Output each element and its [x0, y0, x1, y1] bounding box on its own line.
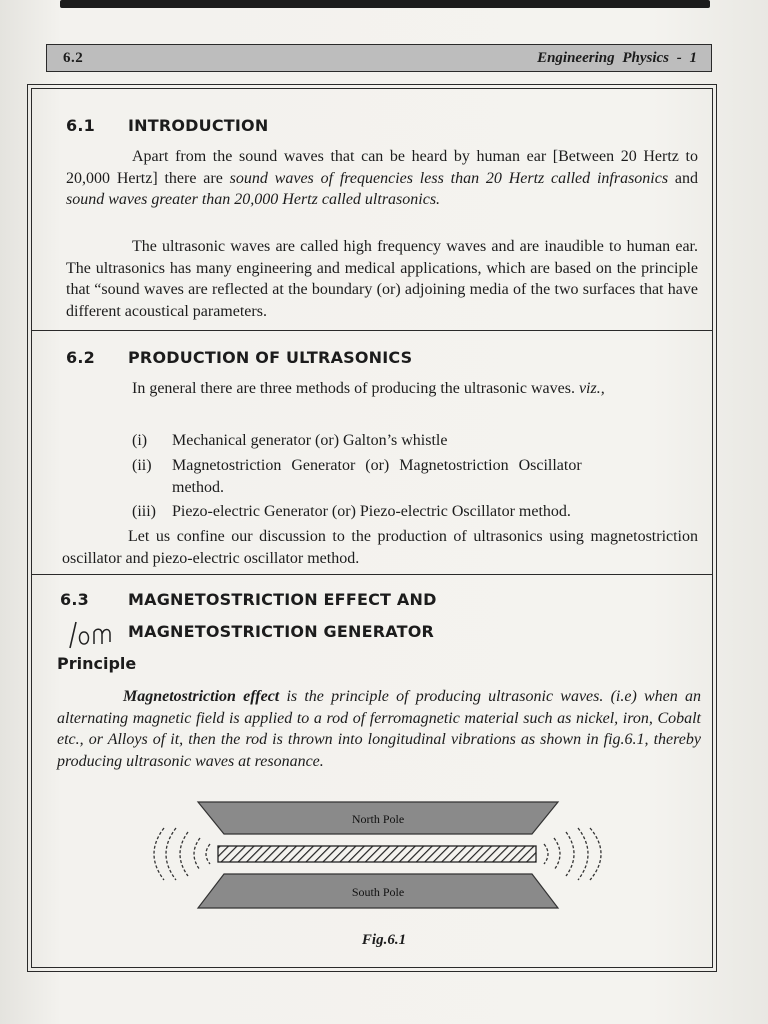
- list-text: Magnetostriction Generator (or) Magnetostriction Oscillator: [172, 457, 582, 474]
- paragraph-text: In general there are three methods of producing the ultrasonic waves.: [132, 380, 579, 397]
- left-wave-arcs: [154, 828, 210, 880]
- list-item: [132, 455, 698, 477]
- north-pole-label: North Pole: [351, 812, 405, 826]
- list-marker: (iii): [132, 503, 156, 520]
- subheading-principle: Principle: [57, 654, 137, 673]
- handwritten-annotation: [60, 610, 120, 650]
- paragraph-text: is the principle of producing ultrasonic waves. (i.e) when an alternating magnetic field is applied to a rod of ferromagnetic material such as nickel, iron, Cobalt etc., or Alloys of it, then the rod is thrown into longitudinal vibrations as shown in fig.6.1, thereby producing ultrasonic waves at resonance.: [57, 688, 702, 770]
- list-item: [132, 501, 571, 523]
- list-item-continuation: method.: [172, 479, 224, 496]
- section-title: PRODUCTION OF ULTRASONICS: [128, 348, 413, 367]
- paragraph-text: Apart from the sound waves that can be heard by human ear [Between 20 Hertz to 20,000 Hertz] there are: [66, 148, 698, 187]
- top-rule: [60, 0, 710, 8]
- key-term: Magnetostriction effect: [123, 688, 280, 705]
- right-wave-arcs: [544, 828, 601, 880]
- ferromagnetic-rod: [218, 846, 536, 862]
- section-heading: [60, 590, 437, 609]
- section-divider: [31, 574, 713, 575]
- emphasis-text: sound waves greater than 20,000 Hertz called ultrasonics.: [66, 191, 441, 208]
- section-heading: [66, 348, 412, 367]
- running-head-title: Engineering Physics - 1: [537, 49, 697, 66]
- list-text: Piezo-electric Generator (or) Piezo-electric Oscillator method.: [172, 503, 571, 520]
- section-heading: [66, 116, 268, 135]
- paragraph-text: and: [668, 169, 698, 187]
- section-number: 6.1: [66, 116, 95, 135]
- figure-caption: Fig.6.1: [361, 932, 407, 948]
- list-marker: (i): [132, 432, 148, 449]
- magnetostriction-figure: [140, 798, 620, 918]
- paragraph: [66, 146, 698, 211]
- list-marker: (ii): [132, 457, 152, 474]
- paragraph: [57, 686, 701, 772]
- page-number: 6.2: [63, 49, 84, 66]
- paragraph: [66, 378, 698, 400]
- emphasis-text: viz.,: [578, 380, 605, 397]
- section-divider: [31, 330, 713, 331]
- running-header: [46, 44, 712, 72]
- south-pole-label: South Pole: [351, 885, 405, 899]
- list-text: Mechanical generator (or) Galton’s whistle: [172, 432, 448, 449]
- section-number: 6.2: [66, 348, 95, 367]
- section-title-line2: MAGNETOSTRICTION GENERATOR: [128, 622, 435, 641]
- list-item: [132, 430, 447, 452]
- section-number: 6.3: [60, 590, 89, 609]
- emphasis-text: sound waves of frequencies less than 20 Hertz called infrasonics: [229, 169, 669, 187]
- section-title: MAGNETOSTRICTION EFFECT AND: [128, 590, 437, 609]
- section-title: INTRODUCTION: [128, 116, 269, 135]
- paragraph: The ultrasonic waves are called high frequency waves and are inaudible to human ear. The ultrasonics has many engineering and medical applications, which are based on the principle that “sound waves are reflected at the boundary (or) adjoining media of the two surfaces that have different acoustical parameters.: [66, 238, 698, 320]
- paragraph: Let us confine our discussion to the production of ultrasonics using magnetostriction oscillator and piezo-electric oscillator method.: [62, 528, 698, 567]
